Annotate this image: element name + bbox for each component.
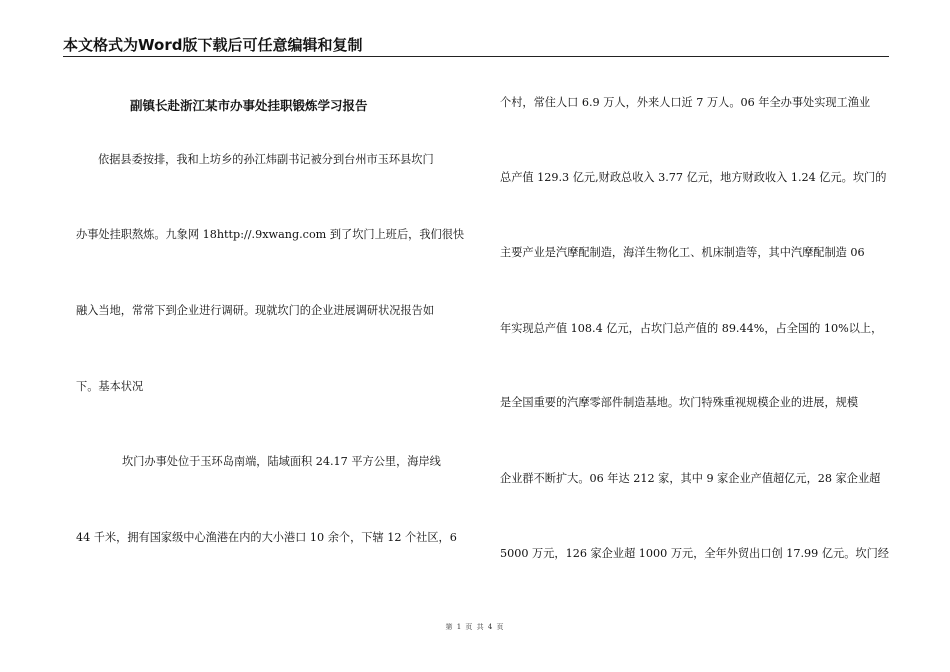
body-line: 融入当地，常常下到企业进行调研。现就坎门的企业进展调研状况报告如 (76, 304, 435, 317)
body-line: 5000 万元，126 家企业超 1000 万元，全年外贸出口创 17.99 亿元。坎门经 (500, 547, 889, 560)
body-line: 个村，常住人口 6.9 万人，外来人口近 7 万人。06 年全办事处实现工渔业 (500, 96, 871, 109)
document-title: 副镇长赴浙江某市办事处挂职锻炼学习报告 (130, 98, 368, 113)
body-line: 坎门办事处位于玉环岛南端，陆域面积 24.17 平方公里，海岸线 (122, 455, 441, 468)
page-footer: 第 1 页 共 4 页 (445, 623, 505, 631)
body-line: 企业群不断扩大。06 年达 212 家，其中 9 家企业产值超亿元，28 家企业超 (500, 472, 881, 485)
body-line: 办事处挂职熬炼。九象网 18http://.9xwang.com 到了坎门上班后，我们很快 (76, 228, 465, 241)
body-line: 是全国重要的汽摩零部件制造基地。坎门特殊重视规模企业的进展，规模 (500, 396, 859, 409)
body-line: 44 千米，拥有国家级中心渔港在内的大小港口 10 余个，下辖 12 个社区，6 (76, 531, 457, 544)
header-divider (63, 56, 889, 57)
body-line: 依据县委按排，我和上坊乡的孙江炜副书记被分到台州市玉环县坎门 (98, 153, 434, 166)
body-line: 年实现总产值 108.4 亿元，占坎门总产值的 89.44%，占全国的 10%以上， (500, 322, 883, 335)
body-line: 主要产业是汽摩配制造，海洋生物化工、机床制造等，其中汽摩配制造 06 (500, 246, 865, 259)
body-line: 下。基本状况 (76, 380, 144, 393)
document-header-banner: 本文格式为Word版下载后可任意编辑和复制 (63, 36, 363, 54)
body-line: 总产值 129.3 亿元,财政总收入 3.77 亿元，地方财政收入 1.24 亿元。坎门的 (500, 171, 887, 184)
